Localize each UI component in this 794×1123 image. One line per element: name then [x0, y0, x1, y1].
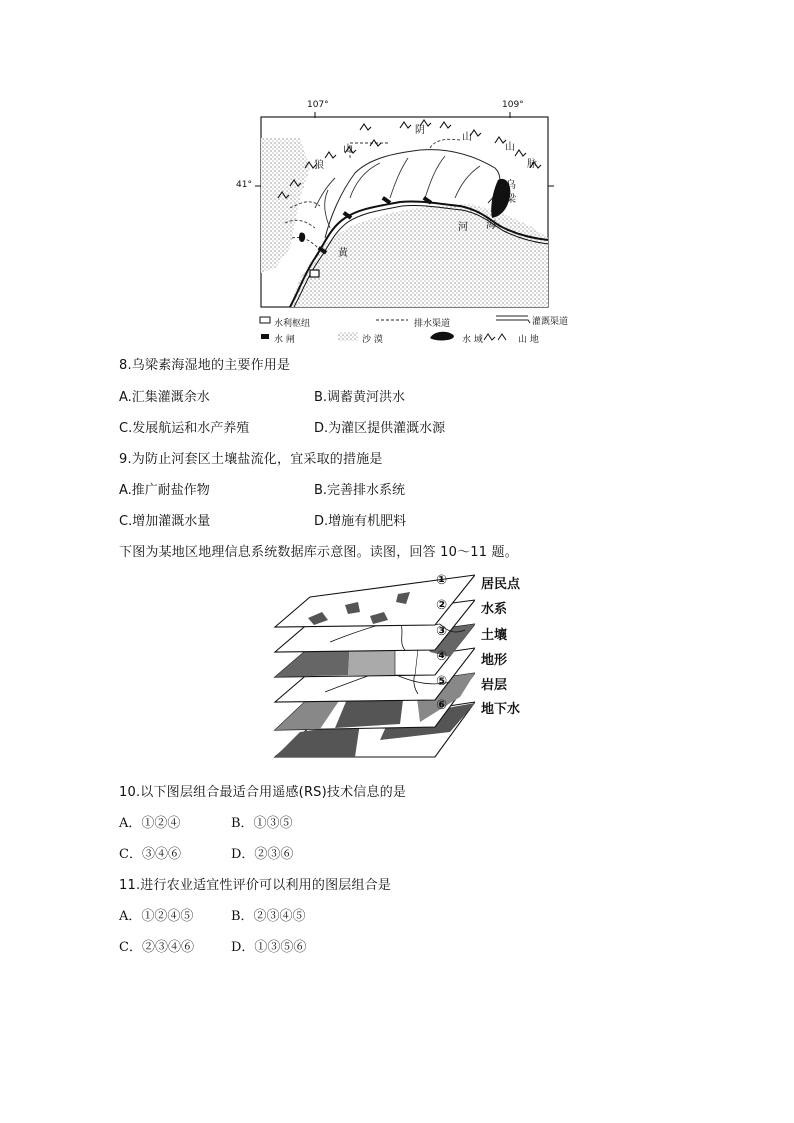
legend-mountain-label: 山 地 [518, 335, 539, 345]
q9-option-a[interactable]: A.推广耐盐作物 [119, 483, 210, 498]
label-wu: 乌 [506, 180, 516, 191]
label-shan-2: 山 [505, 142, 515, 153]
label-su: 素 [490, 206, 500, 217]
lon-label-109: 109° [502, 100, 524, 110]
layer-3-name: 土壤 [481, 628, 508, 643]
q11-stem: 11.进行农业适宜性评价可以利用的图层组合是 [119, 878, 392, 893]
q8-option-d[interactable]: D.为灌区提供灌溉水源 [314, 421, 446, 436]
q10-option-b[interactable]: B．①③⑤ [231, 816, 293, 831]
layer-2-name: 水系 [481, 602, 508, 617]
label-lang-shan: 山 [343, 144, 353, 155]
lat-label-41: 41° [236, 180, 252, 190]
q9-option-d[interactable]: D.增施有机肥料 [314, 514, 407, 529]
q8-option-c[interactable]: C.发展航运和水产养殖 [119, 421, 250, 436]
layer-2-number: ② [436, 598, 448, 613]
q9-stem: 9.为防止河套区土壤盐流化，宜采取的措施是 [119, 452, 383, 467]
hub-icon [310, 270, 319, 277]
label-lang: 狼 [314, 160, 324, 171]
hetao-map-figure [230, 98, 569, 348]
layer-1-number: ① [436, 573, 448, 588]
q11-option-c[interactable]: C．②③④⑥ [119, 940, 194, 955]
layer-6-number: ⑥ [436, 698, 448, 713]
legend-drain-label: 排水渠道 [414, 319, 451, 329]
layer-1-name: 居民点 [481, 577, 521, 592]
legend-hub-label: 水利枢纽 [274, 319, 311, 329]
layer-5-name: 岩层 [481, 678, 508, 693]
q9-option-b[interactable]: B.完善排水系统 [314, 483, 406, 498]
layer-4-name: 地形 [481, 653, 508, 668]
layer-3-number: ③ [436, 624, 448, 639]
legend-water-label: 水 域 [462, 335, 483, 345]
label-huang: 黄 [338, 248, 348, 259]
legend-gate-label: 水 闸 [274, 335, 295, 345]
layer-6-name: 地下水 [481, 702, 521, 717]
q9-option-c[interactable]: C.增加灌溉水量 [119, 514, 211, 529]
label-shan: 山 [462, 132, 472, 143]
q11-option-a[interactable]: A．①②④⑤ [119, 909, 194, 924]
q11-option-d[interactable]: D．①③⑤⑥ [231, 940, 307, 955]
label-he: 河 [458, 222, 468, 233]
q10-option-d[interactable]: D．②③⑥ [231, 847, 294, 862]
q10-option-c[interactable]: C．③④⑥ [119, 847, 181, 862]
hetao-map [230, 98, 560, 348]
q11-option-b[interactable]: B．②③④⑤ [231, 909, 306, 924]
legend-irrigation-label: 灌溉渠道 [532, 317, 569, 327]
q8-stem: 8.乌梁素海湿地的主要作用是 [119, 358, 291, 373]
q10-option-a[interactable]: A．①②④ [119, 816, 181, 831]
label-mai: 脉 [527, 159, 537, 170]
gis-intro-text: 下图为某地区地理信息系统数据库示意图。读图，回答 10～11 题。 [119, 545, 518, 560]
label-yin: 阴 [415, 125, 425, 136]
q8-option-a[interactable]: A.汇集灌溉余水 [119, 390, 210, 405]
layer-4-number: ④ [436, 649, 448, 664]
legend-desert-label: 沙 漠 [362, 335, 383, 345]
lon-label-107: 107° [307, 100, 329, 110]
q10-stem: 10.以下图层组合最适合用遥感(RS)技术信息的是 [119, 785, 407, 800]
label-liang: 梁 [506, 194, 516, 205]
layer-5-number: ⑤ [436, 674, 448, 689]
label-hai: 海 [486, 220, 496, 231]
q8-option-b[interactable]: B.调蓄黄河洪水 [314, 390, 406, 405]
